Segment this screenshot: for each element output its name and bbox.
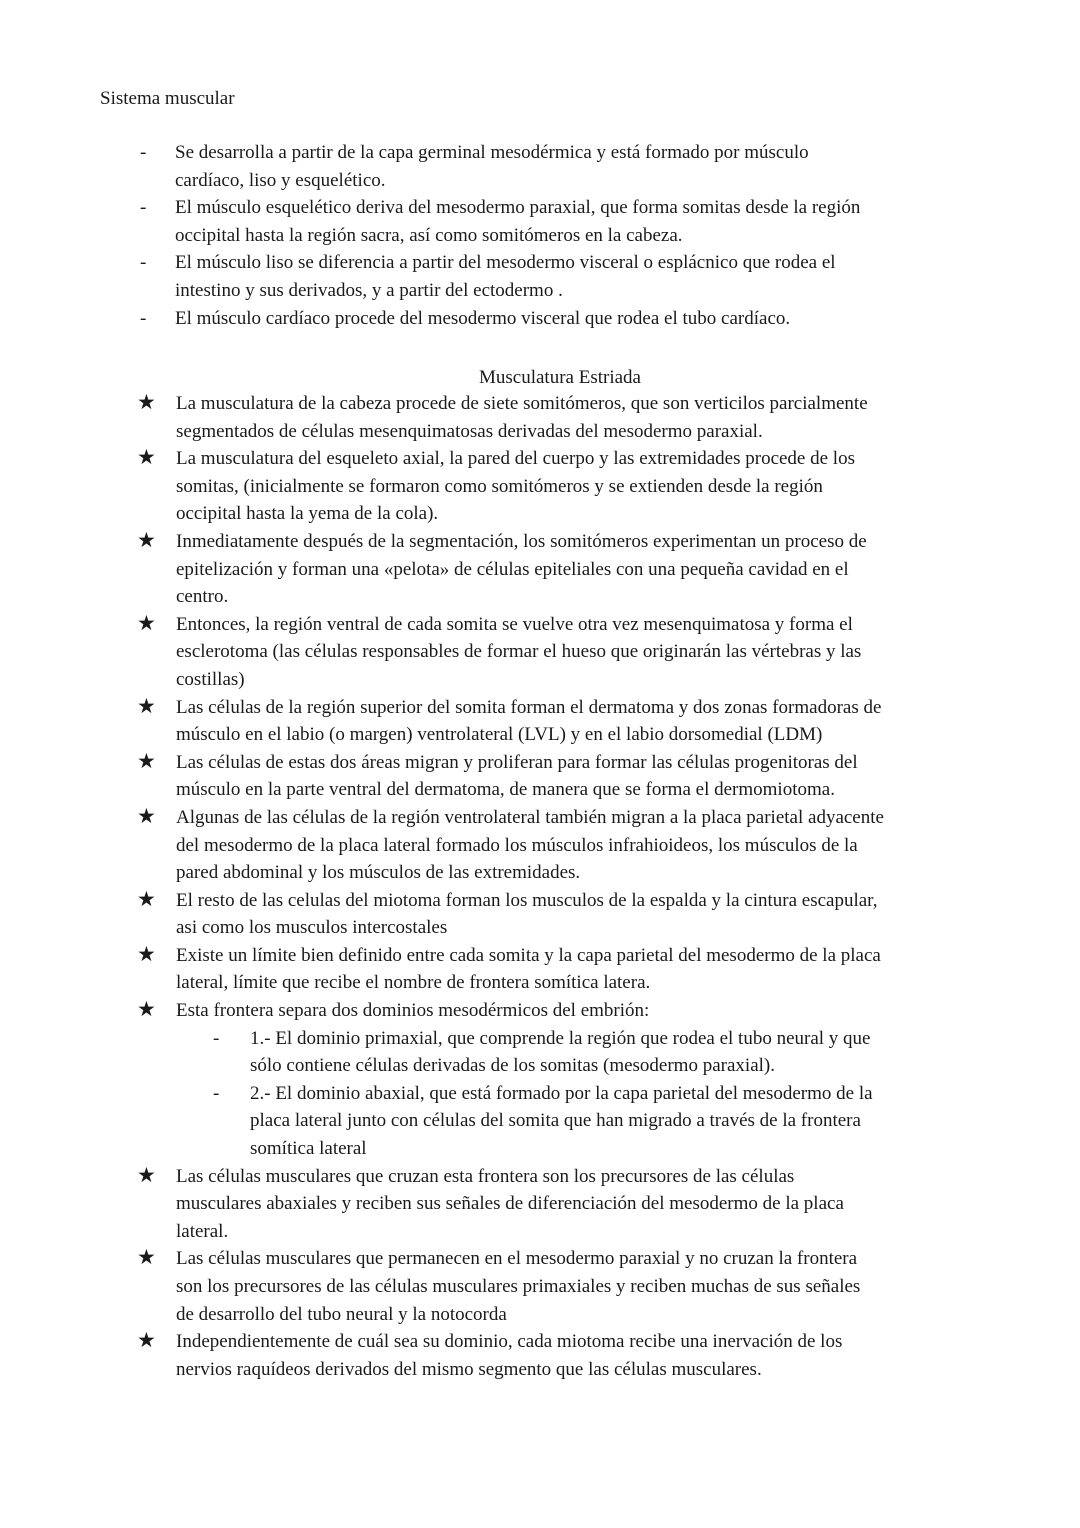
item-text [175,249,1080,304]
dash-bullet: - [140,197,147,219]
text-line: El resto de las celulas del miotoma forman los musculos de la espalda y la cintura escapular, [176,889,878,911]
dash-bullet: - [140,142,147,163]
text-line: El músculo esquelético deriva del mesodermo paraxial, que forma somitas desde la región [175,197,861,219]
text-line: El músculo liso se diferencia a partir del mesodermo visceral o esplácnico que rodea el [175,252,836,274]
star-list-item [0,390,1080,445]
star-bullet-icon: ★ [137,886,156,911]
text-line: Las células musculares que cruzan esta frontera son los precursores de las células [176,1165,795,1187]
text-line: sólo contiene células derivadas de los somitas (mesodermo paraxial). [250,1055,775,1077]
star-list-item [0,445,1080,528]
text-line: lateral. [176,1220,229,1242]
text-line: pared abdominal y los músculos de las extremidades. [176,862,581,884]
text-line: Independientemente de cuál sea su dominio, cada miotoma recibe una inervación de los [176,1331,843,1353]
text-line: somítica lateral [250,1138,367,1160]
intro-list [0,139,1080,332]
text-line: La musculatura del esqueleto axial, la pared del cuerpo y las extremidades procede de los [176,448,855,470]
item-text [176,528,1080,611]
text-line: epitelización y forman una «pelota» de células epiteliales con una pequeña cavidad en el [176,558,849,580]
text-line: son los precursores de las células musculares primaxiales y reciben muchas de sus señales [176,1276,861,1297]
item-text [176,611,1080,694]
item-text [176,445,1080,528]
text-line: Existe un límite bien definido entre cada somita y la capa parietal del mesodermo de la placa [176,944,881,966]
text-line: La musculatura de la cabeza procede de siete somitómeros, que son verticilos parcialmente [176,393,868,414]
item-text [176,694,1080,749]
star-list-item [0,997,1080,1025]
star-list-item [0,942,1080,997]
sub-list-item [0,1025,1080,1080]
star-list-item [0,694,1080,749]
item-text [250,1025,1080,1080]
item-text [176,997,1080,1025]
star-bullet-icon: ★ [137,445,156,470]
text-line: occipital hasta la región sacra, así como somitómeros en la cabeza. [175,224,683,246]
star-bullet-icon: ★ [137,527,156,552]
star-bullet-icon: ★ [137,610,156,635]
text-line: El músculo cardíaco procede del mesodermo visceral que rodea el tubo cardíaco. [175,307,791,329]
text-line: centro. [176,586,229,608]
text-line: esclerotoma (las células responsables de formar el hueso que originarán las vértebras y las [176,641,862,663]
text-line: segmentados de células mesenquimatosas derivadas del mesodermo paraxial. [176,420,763,442]
item-text [175,305,1080,333]
item-text [175,139,1080,194]
text-line: 1.- El dominio primaxial, que comprende la región que rodea el tubo neural y que [250,1027,871,1049]
dash-list-item [0,305,1080,333]
star-list-item [0,887,1080,942]
text-line: musculares abaxiales y reciben sus señales de diferenciación del mesodermo de la placa [176,1193,844,1215]
text-line: Las células de estas dos áreas migran y proliferan para formar las células progenitoras del [176,751,858,773]
text-line: asi como los musculos intercostales [176,917,448,939]
item-text [176,390,1080,445]
item-text [250,1080,1080,1163]
text-line: músculo en el labio (o margen) ventrolateral (LVL) y en el labio dorsomedial (LDM) [176,724,823,746]
text-line: somitas, (inicialmente se formaron como somitómeros y se extienden desde la región [176,475,823,497]
dash-bullet: - [213,1082,220,1104]
star-list-item [0,611,1080,694]
text-line: lateral, límite que recibe el nombre de frontera somítica latera. [176,972,651,994]
text-line: de desarrollo del tubo neural y la notocorda [176,1303,507,1325]
text-line: Esta frontera separa dos dominios mesodérmicos del embrión: [176,1000,650,1022]
text-line: 2.- El dominio abaxial, que está formado por la capa parietal del mesodermo de la [250,1082,873,1104]
text-line: Las células de la región superior del somita forman el dermatoma y dos zonas formadoras de [176,696,882,718]
star-list-item [0,1328,1080,1383]
star-bullet-icon: ★ [137,997,156,1022]
item-text [176,942,1080,997]
star-bullet-icon: ★ [137,1328,156,1353]
text-line: músculo en la parte ventral del dermatoma, de manera que se forma el dermomiotoma. [176,779,835,801]
dash-list-item [0,249,1080,304]
star-bullet-icon: ★ [137,1162,156,1187]
item-text [176,887,1080,942]
text-line: costillas) [176,668,245,690]
text-line: cardíaco, liso y esquelético. [175,169,386,191]
star-bullet-icon: ★ [137,748,156,773]
item-text [175,194,1080,249]
star-list-item [0,749,1080,804]
document-title: Sistema muscular [100,88,235,109]
dash-list-item [0,194,1080,249]
text-line: Las células musculares que permanecen en el mesodermo paraxial y no cruzan la frontera [176,1248,858,1270]
star-bullet-icon: ★ [137,941,156,966]
star-bullet-icon: ★ [137,693,156,718]
section-heading: Musculatura Estriada [479,367,641,388]
item-text [176,1328,1080,1383]
sub-list-item [0,1080,1080,1163]
dash-bullet: - [140,307,147,329]
text-line: intestino y sus derivados, y a partir del ectodermo . [175,279,563,301]
star-list-item [0,528,1080,611]
text-line: occipital hasta la yema de la cola). [176,503,439,525]
star-bullet-icon: ★ [137,390,156,414]
text-line: Algunas de las células de la región ventrolateral también migran a la placa parietal adyacente [176,806,884,828]
item-text [176,749,1080,804]
star-bullet-icon: ★ [137,1245,156,1270]
text-line: Se desarrolla a partir de la capa germinal mesodérmica y está formado por músculo [175,142,809,163]
star-bullet-icon: ★ [137,803,156,828]
text-line: del mesodermo de la placa lateral formado los músculos infrahioideos, los músculos de la [176,834,858,856]
star-list-item [0,1163,1080,1246]
item-text [176,1163,1080,1246]
star-list [0,390,1080,1383]
text-line: Inmediatamente después de la segmentación, los somitómeros experimentan un proceso de [176,530,867,552]
text-line: Entonces, la región ventral de cada somita se vuelve otra vez mesenquimatosa y forma el [176,613,853,635]
text-line: placa lateral junto con células del somita que han migrado a través de la frontera [250,1110,861,1132]
star-list-item [0,1245,1080,1328]
star-list-item [0,804,1080,887]
dash-bullet: - [213,1027,220,1049]
dash-bullet: - [140,252,147,274]
text-line: nervios raquídeos derivados del mismo segmento que las células musculares. [176,1358,762,1380]
item-text [176,1245,1080,1328]
item-text [176,804,1080,887]
dash-list-item [0,139,1080,194]
